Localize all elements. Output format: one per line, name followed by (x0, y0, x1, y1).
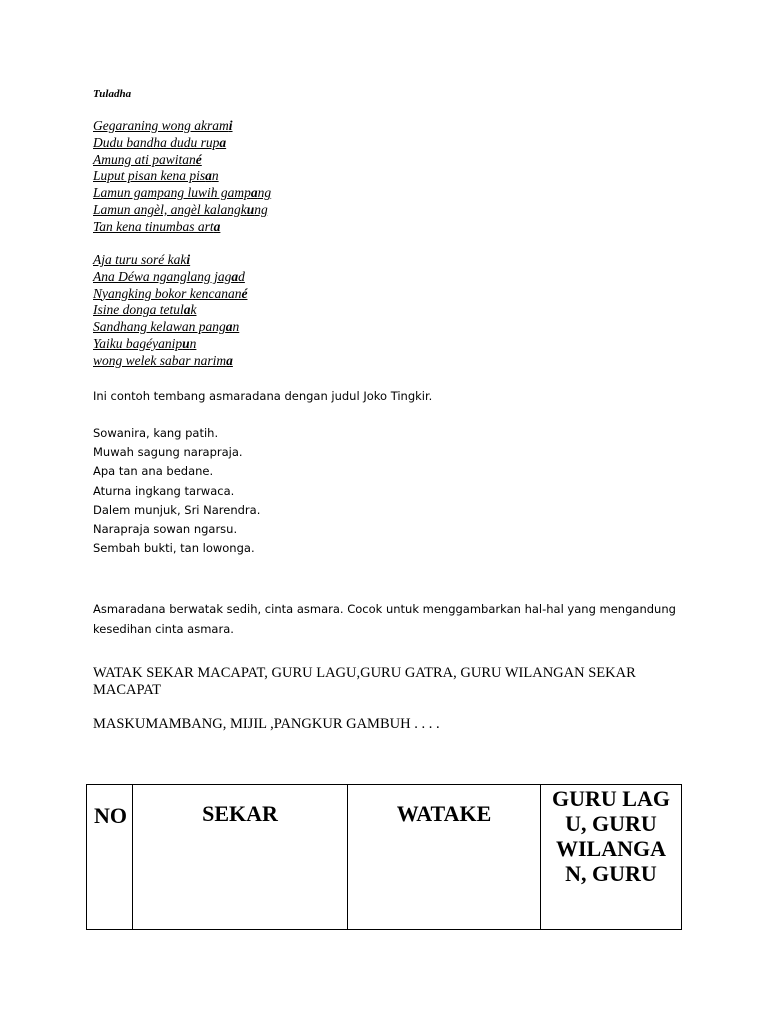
verse-line: Amung ati pawitané (93, 151, 202, 167)
poem-joko-tingkir (93, 424, 260, 558)
header-sekar: SEKAR (133, 785, 348, 930)
section-subtitle: MASKUMAMBANG, MIJIL ,PANGKUR GAMBUH . . . . (93, 716, 440, 732)
header-guru (541, 785, 682, 930)
verse-line: Gegaraning wong akrami (93, 118, 233, 133)
verse-line: Yaiku bagéyanipun (93, 335, 197, 351)
verse-line: Isine donga tetulak (93, 302, 197, 318)
poem-line: Dalem munjuk, Sri Narendra. (93, 502, 261, 517)
verse-line: Lamun gampang luwih gampang (93, 185, 272, 201)
intro-paragraph: Ini contoh tembang asmaradana dengan judul Joko Tingkir. (93, 389, 433, 403)
poem-line: Sowanira, kang patih. (93, 426, 219, 440)
poem-line: Sembah bukti, tan lowonga. (93, 541, 255, 556)
watak-paragraph: Asmaradana berwatak sedih, cinta asmara. Cocok untuk menggambarkan hal-hal yang mengandung kesedihan cinta asmara. (93, 602, 676, 636)
sekar-table (86, 784, 682, 930)
table-header-row (87, 785, 682, 930)
verse-line: Nyangking bokor kencanané (93, 285, 248, 301)
poem-line: Muwah sagung narapraja. (93, 445, 243, 460)
verse-line: Tan kena tinumbas arta (93, 218, 221, 234)
verse-line: Ana Déwa nganglang jagad (93, 268, 245, 284)
header-watake: WATAKE (348, 785, 541, 930)
header-guru-label: GURU LAGU, GURU WILANGAN, GURU (552, 786, 670, 886)
poem-line: Narapraja sowan ngarsu. (93, 522, 238, 537)
poem-line: Apa tan ana bedane. (93, 464, 214, 479)
header-no: NO (87, 785, 133, 930)
verse-stanza-2 (93, 252, 247, 370)
verse-stanza-1 (93, 118, 271, 236)
verse-line: Sandhang kelawan pangan (93, 319, 240, 335)
verse-line: wong welek sabar narima (93, 352, 233, 368)
poem-line: Aturna ingkang tarwaca. (93, 483, 235, 498)
verse-line: Dudu bandha dudu rupa (93, 134, 227, 150)
heading-tuladha: Tuladha (93, 88, 132, 100)
verse-line: Lamun angèl, angèl kalangkung (93, 201, 268, 217)
verse-line: Aja turu soré kaki (93, 252, 191, 267)
section-title: WATAK SEKAR MACAPAT, GURU LAGU,GURU GATRA, GURU WILANGAN SEKAR MACAPAT (93, 665, 636, 698)
verse-line: Luput pisan kena pisan (93, 168, 219, 184)
